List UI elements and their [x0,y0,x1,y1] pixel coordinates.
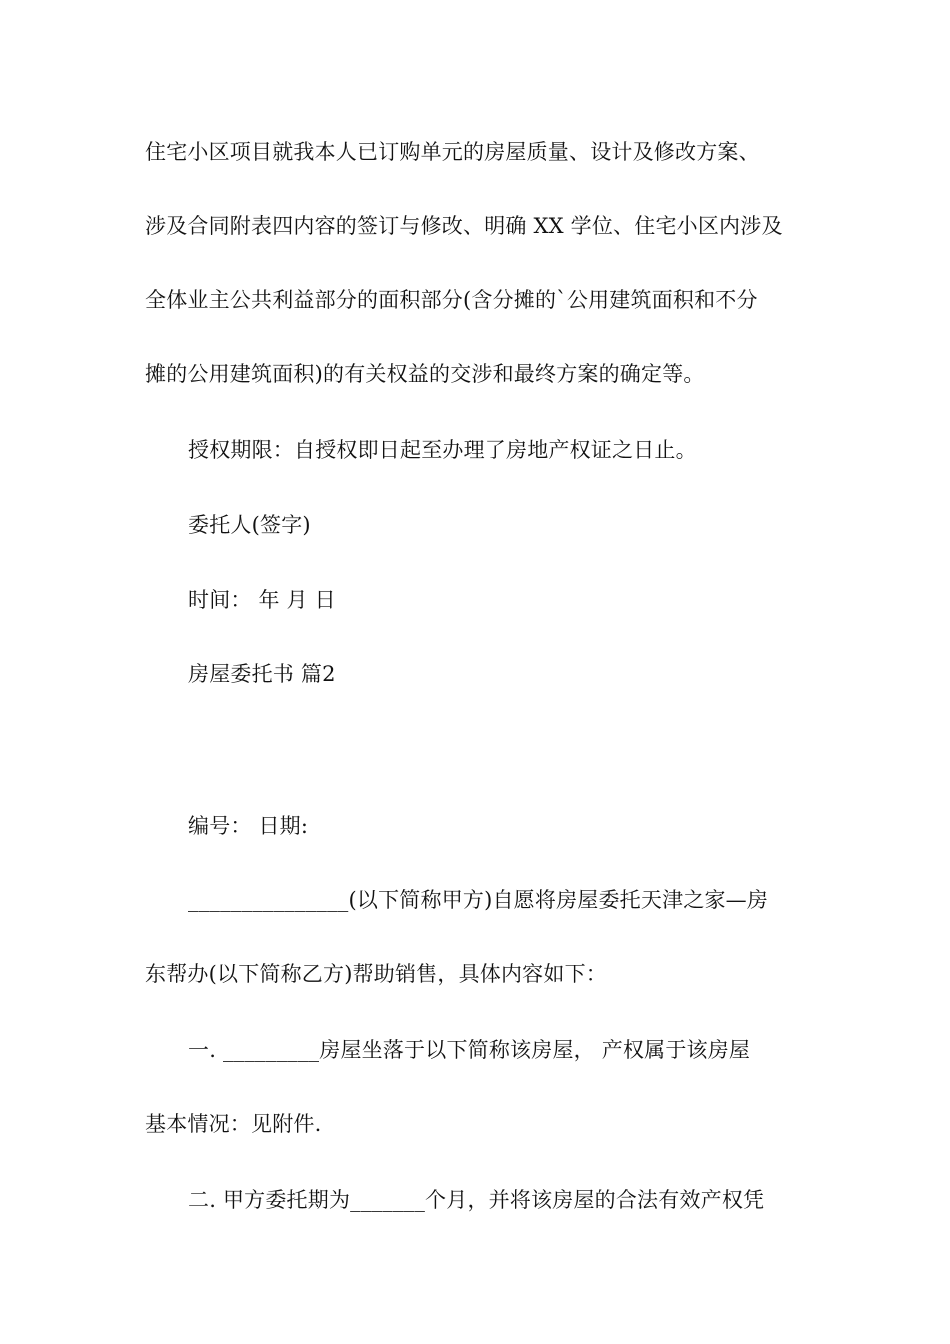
paragraph-line-1: 住宅小区项目就我本人已订购单元的房屋质量、设计及修改方案、 [145,140,760,164]
paragraph-line-3: 全体业主公共利益部分的面积部分(含分摊的`公用建筑面积和不分 [145,288,758,312]
number-and-date: 编号： 日期: [188,814,309,838]
signature-date: 时间： 年 月 日 [188,588,336,612]
clause-1-continued: 基本情况：见附件. [145,1112,322,1136]
principal-signature: 委托人(签字) [188,513,311,537]
authorization-period: 授权期限：自授权即日起至办理了房地产权证之日止。 [188,438,697,462]
paragraph-line-4: 摊的公用建筑面积)的有关权益的交涉和最终方案的确定等。 [145,362,705,386]
section-title: 房屋委托书 篇2 [188,662,336,686]
party-b-intro: 东帮办(以下简称乙方)帮助销售，具体内容如下： [145,962,607,986]
clause-1: 一. _________房屋坐落于以下简称该房屋， 产权属于该房屋 [188,1038,751,1062]
paragraph-line-2: 涉及合同附表四内容的签订与修改、明确 XX 学位、住宅小区内涉及 [145,214,783,238]
party-a-intro: _______________(以下简称甲方)自愿将房屋委托天津之家—房 [188,888,769,912]
clause-2: 二. 甲方委托期为_______个月，并将该房屋的合法有效产权凭 [188,1188,765,1212]
